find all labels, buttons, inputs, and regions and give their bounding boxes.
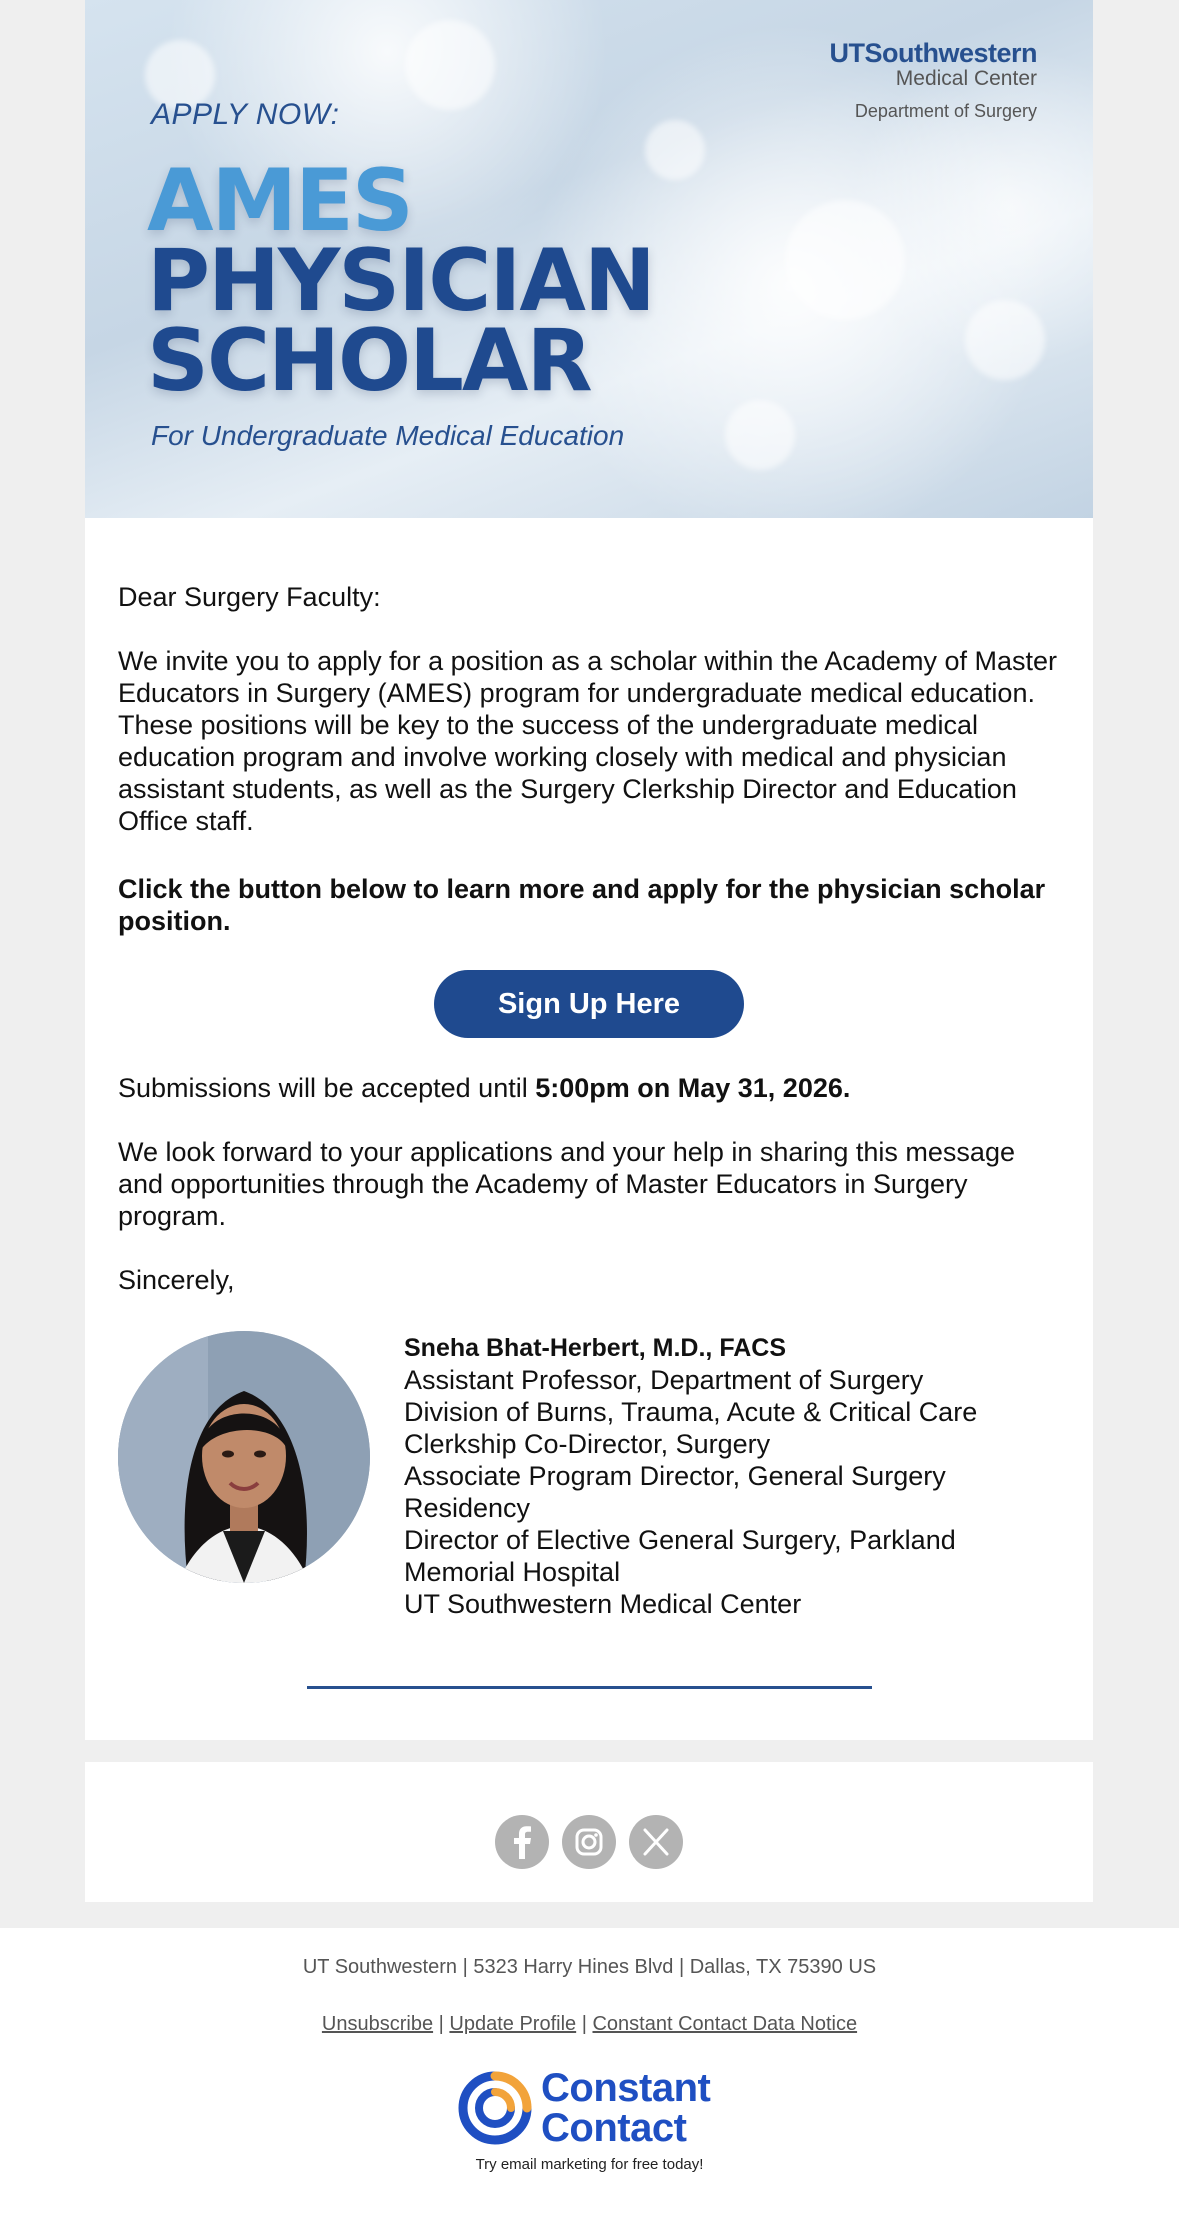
facebook-icon[interactable] xyxy=(495,1815,549,1869)
logo-department: Department of Surgery xyxy=(854,101,1037,121)
constant-contact-mark-icon xyxy=(455,2068,535,2148)
greeting: Dear Surgery Faculty: xyxy=(118,582,381,612)
bokeh-light xyxy=(725,400,795,470)
logo-subtitle: Medical Center xyxy=(895,67,1037,90)
banner-title-ames: AMES xyxy=(147,151,412,251)
instagram-icon[interactable] xyxy=(562,1815,616,1869)
email-footer xyxy=(0,1928,1179,2226)
signer-title: Associate Program Director, General Surgery Residency xyxy=(404,1461,946,1523)
section-divider xyxy=(307,1686,872,1689)
signer-photo xyxy=(118,1331,370,1583)
sender-address: UT Southwestern | 5323 Harry Hines Blvd | Dallas, TX 75390 US xyxy=(302,1956,877,1978)
bokeh-light xyxy=(785,200,905,320)
banner-title-physician: PHYSICIAN xyxy=(147,231,654,331)
deadline-prefix: Submissions will be accepted until xyxy=(118,1073,536,1103)
signer-title: Clerkship Co-Director, Surgery xyxy=(404,1429,771,1459)
update-profile-link[interactable]: Update Profile xyxy=(449,2013,577,2035)
signer-name: Sneha Bhat-Herbert, M.D., FACS xyxy=(404,1334,786,1362)
x-icon[interactable] xyxy=(629,1815,683,1869)
cc-word-contact: Contact xyxy=(541,2106,687,2150)
deadline-text xyxy=(118,1072,1058,1104)
intro-paragraph: We invite you to apply for a position as a scholar within the Academy of Master Educators in Surgery (AMES) program for undergraduate medical education. These positions will be key to the success of the undergraduate medical education program and involve working closely with medical and physician assistant students, as well as the Surgery Clerkship Director and Education Office staff. xyxy=(118,646,1057,836)
data-notice-link[interactable]: Constant Contact Data Notice xyxy=(592,2013,858,2035)
bokeh-light xyxy=(405,20,495,110)
bokeh-light xyxy=(965,300,1045,380)
link-separator: | xyxy=(438,2013,444,2035)
link-separator: | xyxy=(581,2013,587,2035)
sign-up-button[interactable]: Sign Up Here xyxy=(434,970,744,1038)
closing-paragraph: We look forward to your applications and your help in sharing this message and opportunities through the Academy of Master Educators in Surgery program. xyxy=(118,1137,1015,1231)
apply-now-label: APPLY NOW: xyxy=(151,98,340,131)
signature-block xyxy=(404,1332,1054,1620)
constant-contact-logo[interactable] xyxy=(455,2064,730,2154)
footer-links xyxy=(0,2013,1179,2036)
banner-subtitle: For Undergraduate Medical Education xyxy=(151,420,625,451)
signer-title: Director of Elective General Surgery, Parkland Memorial Hospital xyxy=(404,1525,956,1587)
social-links xyxy=(85,1762,1093,1902)
call-to-action-text: Click the button below to learn more and apply for the physician scholar position. xyxy=(118,874,1046,936)
banner-title-scholar: SCHOLAR xyxy=(147,311,591,411)
signer-title: UT Southwestern Medical Center xyxy=(404,1589,802,1619)
bokeh-light xyxy=(645,120,705,180)
utsw-logo xyxy=(829,38,1037,122)
cc-word-constant: Constant xyxy=(541,2066,711,2110)
signer-title: Division of Burns, Trauma, Acute & Critical Care xyxy=(404,1397,978,1427)
header-banner xyxy=(85,0,1093,518)
sign-off: Sincerely, xyxy=(118,1265,235,1295)
logo-wordmark: UTSouthwestern xyxy=(829,38,1037,68)
email-body-card xyxy=(85,518,1093,1740)
cc-tagline[interactable]: Try email marketing for free today! xyxy=(475,2156,704,2173)
unsubscribe-link[interactable]: Unsubscribe xyxy=(321,2013,434,2035)
signer-title: Assistant Professor, Department of Surgery xyxy=(404,1365,924,1395)
portrait-illustration xyxy=(118,1331,370,1583)
deadline-date: 5:00pm on May 31, 2026. xyxy=(535,1073,851,1103)
